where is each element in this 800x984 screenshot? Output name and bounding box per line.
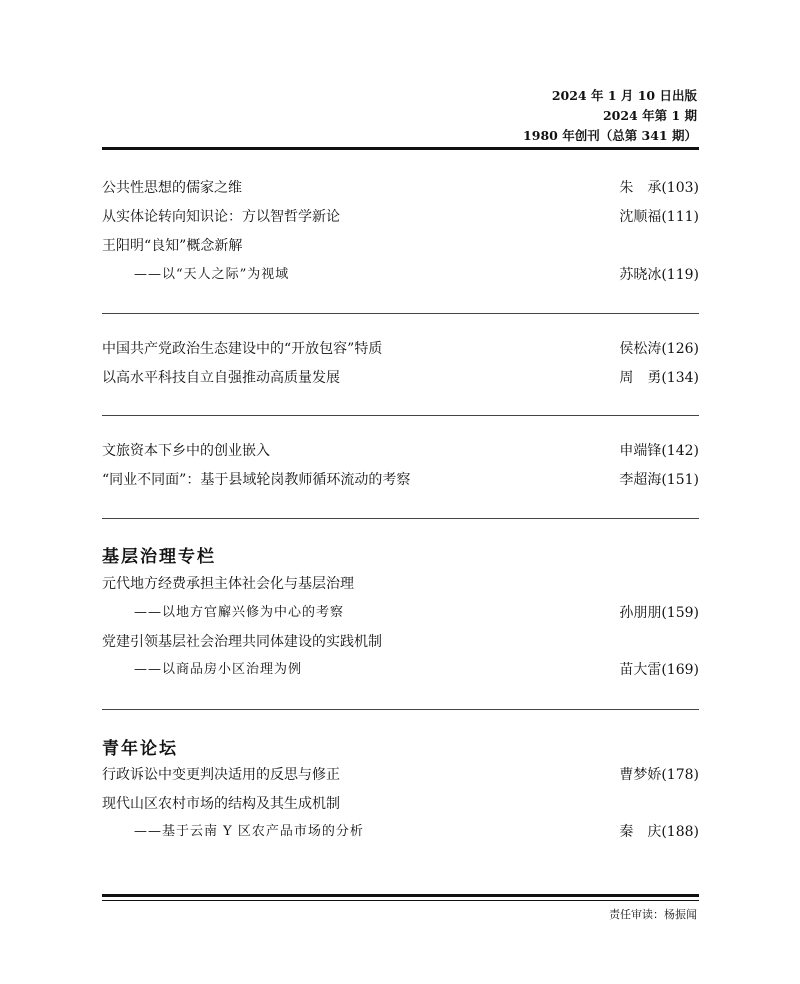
- entry-title: 王阳明“良知”概念新解: [102, 238, 243, 254]
- toc-entry[interactable]: [102, 440, 699, 462]
- entry-title: 从实体论转向知识论：方以智哲学新论: [102, 209, 340, 225]
- entry-author-page: 李超海(151): [619, 472, 699, 488]
- entry-title: 以高水平科技自立自强推动高质量发展: [102, 370, 340, 386]
- entry-author-page: 孙朋朋(159): [619, 605, 699, 621]
- entry-author-page: 侯松涛(126): [619, 341, 699, 357]
- entry-author-page: 苏晓冰(119): [619, 267, 699, 283]
- section-heading: 青年论坛: [102, 739, 178, 759]
- entry-author-page: 曹梦娇(178): [619, 767, 699, 783]
- entry-title: 公共性思想的儒家之维: [102, 180, 242, 196]
- issue-number: 2024 年第 1 期: [602, 108, 697, 123]
- entry-title: 现代山区农村市场的结构及其生成机制: [102, 796, 340, 812]
- toc-entry[interactable]: [102, 235, 699, 257]
- publication-date: 2024 年 1 月 10 日出版: [551, 88, 697, 103]
- entry-subtitle: ——以地方官廨兴修为中心的考察: [134, 605, 345, 620]
- entry-author-page: 申端锋(142): [619, 443, 699, 459]
- footer-editor: 责任审读：杨振闻: [609, 908, 697, 921]
- entry-author-page: 秦 庆(188): [619, 824, 699, 840]
- entry-title: 文旅资本下乡中的创业嵌入: [102, 443, 270, 459]
- toc-entry[interactable]: [102, 602, 699, 624]
- entry-author-page: 沈顺福(111): [619, 209, 699, 225]
- toc-entry[interactable]: [102, 821, 699, 843]
- entry-author-page: 苗大雷(169): [619, 662, 699, 678]
- entry-title: “同业不同面”：基于县域轮岗教师循环流动的考察: [102, 472, 411, 488]
- bottom-rule: [102, 894, 699, 897]
- toc-entry[interactable]: [102, 264, 699, 286]
- entry-title: 元代地方经费承担主体社会化与基层治理: [102, 576, 354, 592]
- bottom-rule-thin: [102, 900, 699, 901]
- toc-entry[interactable]: [102, 793, 699, 815]
- entry-subtitle: ——基于云南 Y 区农产品市场的分析: [134, 824, 364, 839]
- divider: [102, 313, 699, 314]
- top-rule: [102, 147, 699, 150]
- entry-title: 中国共产党政治生态建设中的“开放包容”特质: [102, 341, 383, 357]
- founding-info: 1980 年创刊（总第 341 期）: [523, 128, 697, 143]
- section-heading: 基层治理专栏: [102, 547, 216, 567]
- toc-entry[interactable]: [102, 469, 699, 491]
- divider: [102, 415, 699, 416]
- toc-entry[interactable]: [102, 367, 699, 389]
- entry-author-page: 朱 承(103): [619, 180, 699, 196]
- divider: [102, 518, 699, 519]
- entry-subtitle: ——以“天人之际”为视域: [134, 267, 290, 282]
- divider: [102, 709, 699, 710]
- toc-entry[interactable]: [102, 764, 699, 786]
- entry-subtitle: ——以商品房小区治理为例: [134, 662, 303, 677]
- publication-header: [523, 86, 697, 146]
- entry-title: 行政诉讼中变更判决适用的反思与修正: [102, 767, 340, 783]
- toc-entry[interactable]: [102, 338, 699, 360]
- toc-entry[interactable]: [102, 206, 699, 228]
- toc-entry[interactable]: [102, 573, 699, 595]
- toc-entry[interactable]: [102, 177, 699, 199]
- entry-author-page: 周 勇(134): [619, 370, 699, 386]
- toc-entry[interactable]: [102, 659, 699, 681]
- entry-title: 党建引领基层社会治理共同体建设的实践机制: [102, 634, 382, 650]
- toc-entry[interactable]: [102, 631, 699, 653]
